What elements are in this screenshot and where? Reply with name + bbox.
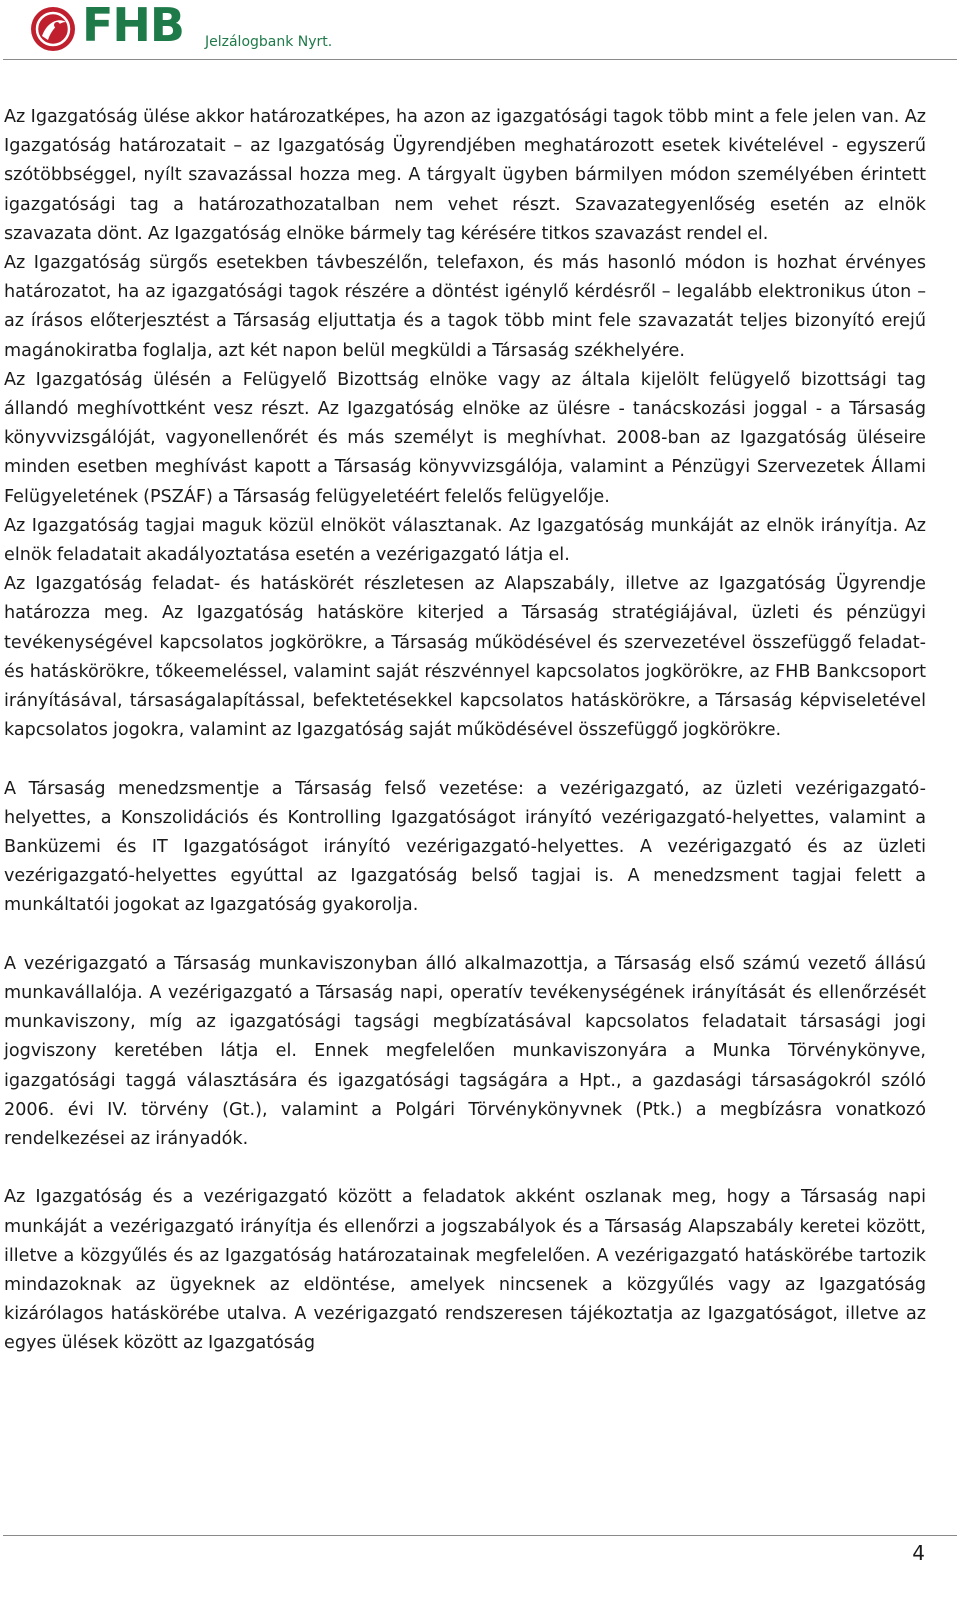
paragraph-urgent-decisions: Az Igazgatóság sürgős esetekben távbeszélőn, telefaxon, és más hasonló módon is hozhat érvényes határozatot, ha az igazgatósági tagok részére a döntést igénylő kérdésről – legalább elektronikus úton – az írásos előterjesztést a Társaság eljuttatja és a tagok több mint fele szavazatát teljes bizonyító erejű magánokiratba foglalja, azt két napon belül megküldi a Társaság székhelyére. xyxy=(4,253,926,361)
logo-wordmark: FHB xyxy=(82,0,184,52)
fhb-emblem-icon xyxy=(30,6,76,52)
paragraph-ceo-employment: A vezérigazgató a Társaság munkaviszonyban álló alkalmazottja, a Társaság első számú vezető állású munkavállalója. A vezérigazgató a Társaság napi, operatív tevékenységének irányítását és ellenőrzését munkaviszony, míg az igazgatósági tagsági megbízatásával kapcsolatos feladatait társasági jogi jogviszony keretében látja el. Ennek megfelelően munkaviszonyára a Munka Törvénykönyve, igazgatósági taggá választására és igazgatósági tagságára a Hpt., a gazdasági társaságokról szóló 2006. évi IV. törvény (Gt.), valamint a Polgári Törvénykönyvnek (Ptk.) a megbízásra vonatkozó rendelkezései az irányadók. xyxy=(4,953,926,1150)
paragraph-voting: Az Igazgatóság ülése akkor határozatképes, ha azon az igazgatósági tagok több mint a fele jelen van. Az Igazgatóság határozatait – az Igazgatóság Ügyrendjében meghatározott esetek kivételével - egyszerű szótöbbséggel, nyílt szavazással hozza meg. A tárgyalt ügyben bármilyen módon személyében érintett igazgatósági tag a határozathozatalban nem vehet részt. Szavazategyenlőség esetén az elnök szavazata dönt. Az Igazgatóság elnöke bármely tag kérésére titkos szavazást rendel el. xyxy=(4,107,926,244)
footer-divider xyxy=(3,1535,957,1536)
paragraph-management: A Társaság menedzsmentje a Társaság felső vezetése: a vezérigazgató, az üzleti vezérigazgató-helyettes, a Konszolidációs és Kontrolling Igazgatóságot irányító vezérigazgató-helyettes, valamint a Banküzemi és IT Igazgatóságot irányító vezérigazgató-helyettes. A vezérigazgató és az üzleti vezérigazgató-helyettes egyúttal az Igazgatóság belső tagjai is. A menedzsment tagjai felett a munkáltatói jogokat az Igazgatóság gyakorolja. xyxy=(4,778,926,916)
paragraph-board-powers: Az Igazgatóság feladat- és hatáskörét részletesen az Alapszabály, illetve az Igazgatóság Ügyrendje határozza meg. Az Igazgatóság hatásköre kiterjed a Társaság stratégiájával, üzleti és pénzügyi tevékenységével kapcsolatos jogkörökre, a Társaság működésével és szervezetével összefüggő feladat- és hatáskörökre, tőkeemeléssel, valamint saját részvénnyel kapcsolatos jogkörökre, az FHB Bankcsoport irányításával, társaságalapítással, befektetésekkel kapcsolatos hatáskörökre, a Társaság képviseletével kapcsolatos jogokra, valamint az Igazgatóság saját működésével összefüggő jogkörökre. xyxy=(4,574,926,741)
page-header xyxy=(30,0,360,54)
paragraph-meeting-attendees: Az Igazgatóság ülésén a Felügyelő Bizottság elnöke vagy az általa kijelölt felügyelő bizottsági tag állandó meghívottként vesz részt. Az Igazgatóság elnöke az ülésre - tanácskozási joggal - a Társaság könyvvizsgálóját, vagyonellenőrét és más személyt is meghívhat. 2008-ban az Igazgatóság üléseire minden esetben meghívást kapott a Társaság könyvvizsgálója, valamint a Pénzügyi Szervezetek Állami Felügyeletének (PSZÁF) a Társaság felügyeletéért felelős felügyelője. xyxy=(4,369,926,507)
header-divider xyxy=(3,59,957,60)
paragraph-task-division: Az Igazgatóság és a vezérigazgató között a feladatok akként oszlanak meg, hogy a Társaság napi munkáját a vezérigazgató irányítja és ellenőrzi a jogszabályok és a Társaság Alapszabály keretei között, illetve a közgyűlés és az Igazgatóság határozatainak megfelelően. A vezérigazgató hatáskörébe tartozik mindazoknak az ügyeknek az eldöntése, amelyek nincsenek a közgyűlés vagy az Igazgatóság kizárólagos hatáskörébe utalva. A vezérigazgató rendszeresen tájékoztatja az Igazgatóságot, illetve az egyes ülések között az Igazgatóság xyxy=(4,1187,926,1354)
page-number: 4 xyxy=(912,1541,925,1565)
paragraph-chairman: Az Igazgatóság tagjai maguk közül elnököt választanak. Az Igazgatóság munkáját az elnök irányítja. Az elnök feladatait akadályoztatása esetén a vezérigazgató látja el. xyxy=(4,515,926,566)
logo-subtitle: Jelzálogbank Nyrt. xyxy=(205,34,333,50)
document-body xyxy=(4,103,926,1359)
